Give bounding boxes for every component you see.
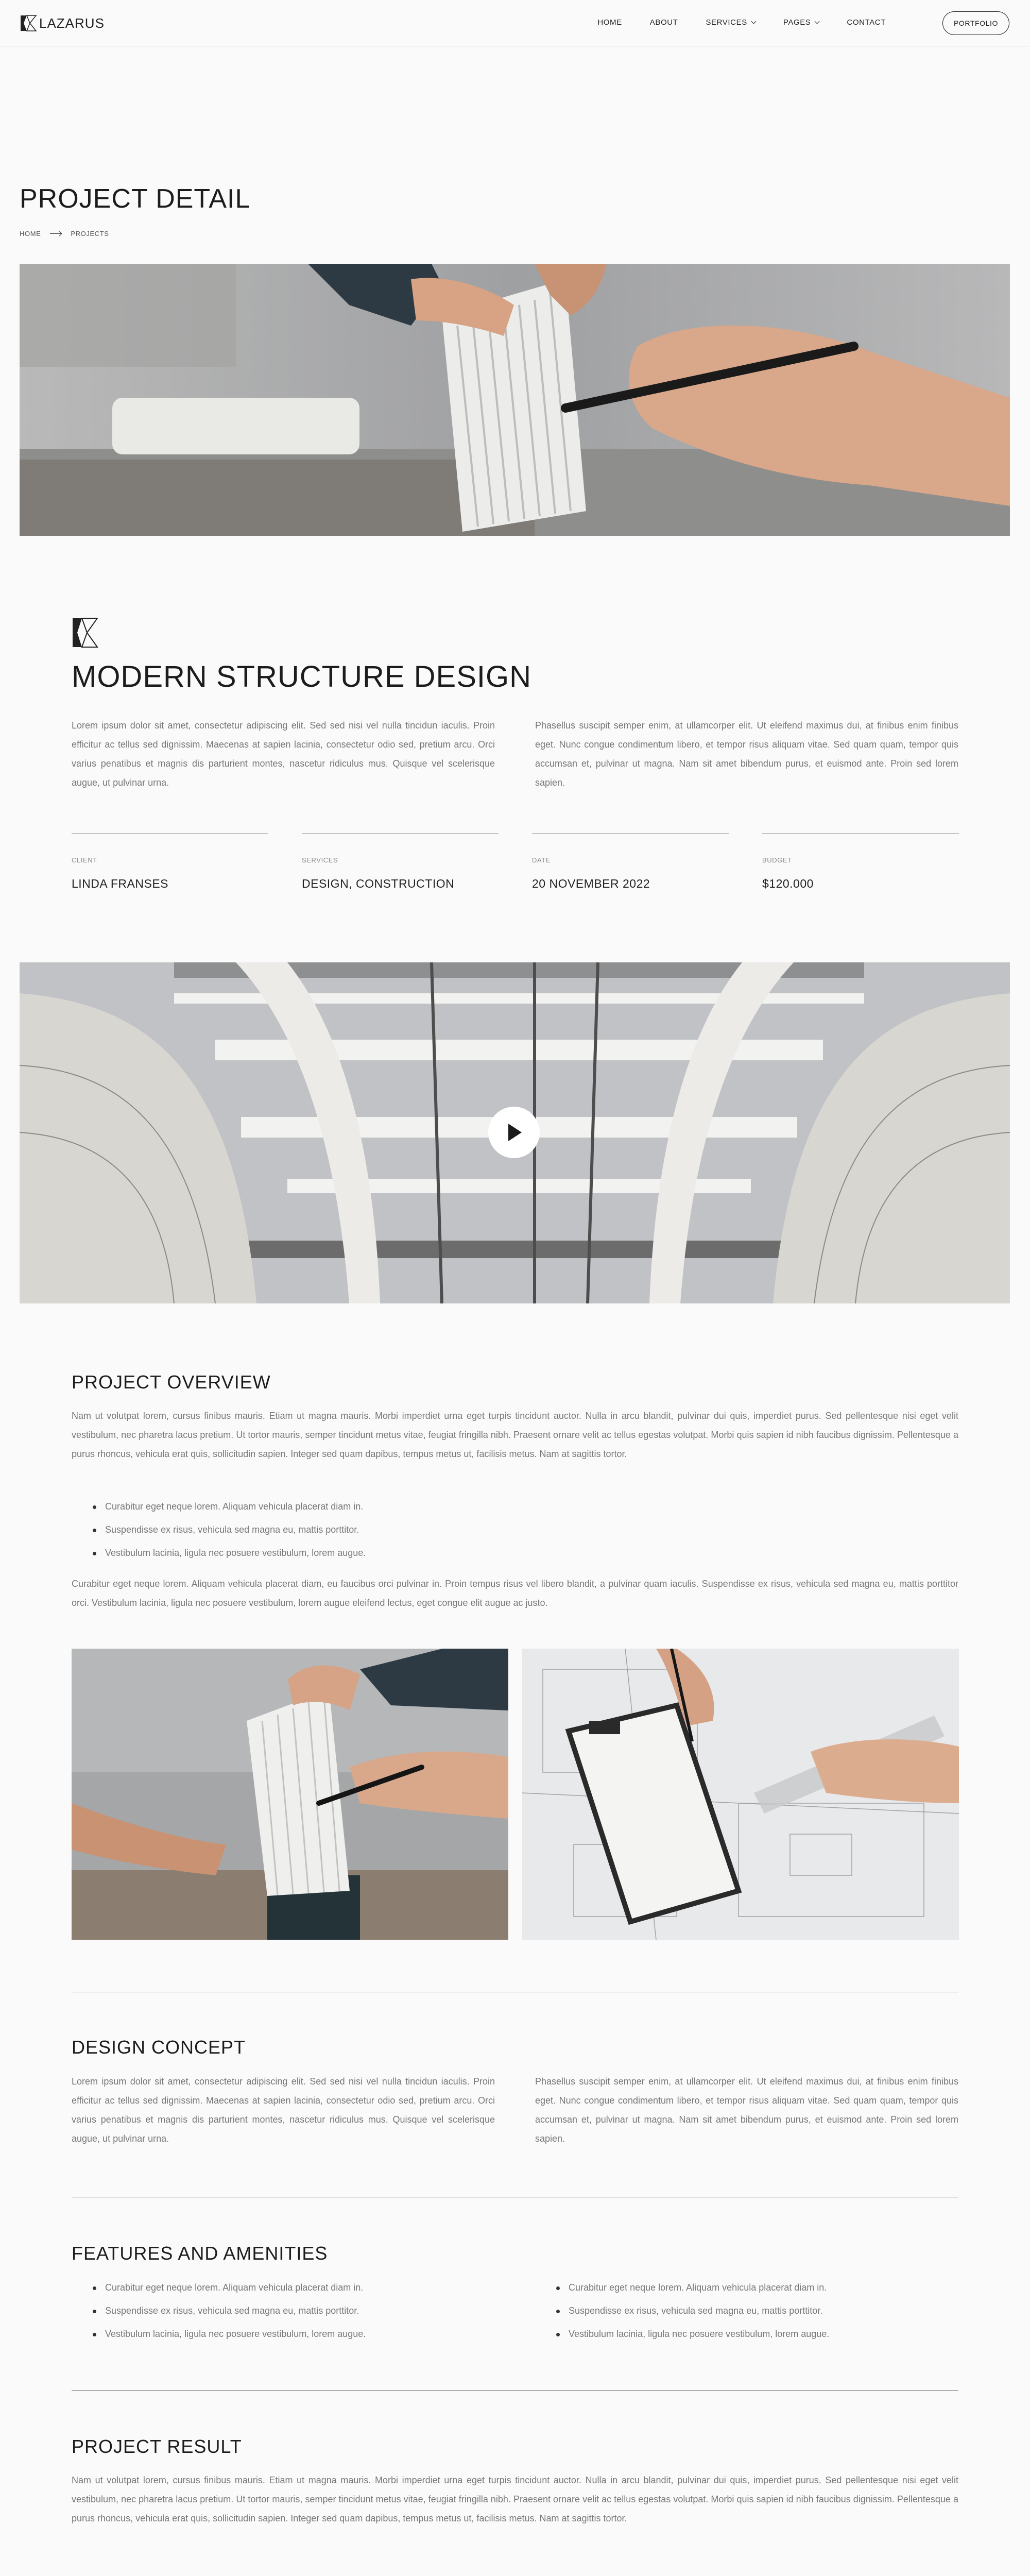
top-navbar: [0, 0, 1030, 46]
list-item: Suspendisse ex risus, vehicula sed magna eu, mattis porttitor.: [89, 1524, 758, 1548]
concept-right-text: Phasellus suscipit semper enim, at ullamcorper elit. Ut eleifend maximus dui, at finibus enim finibus eget. Nunc congue condimentum libero, et tempor risus aliquam vitae. Sed quam quam, tempor quis accumsan et, pulvinar ut magna. Nam sit amet bibendum purus, et euismod ante. Proin sed lorem sapien.: [535, 2076, 958, 2144]
nav-contact[interactable]: CONTACT: [847, 18, 886, 27]
features-title: FEATURES AND AMENITIES: [72, 2243, 328, 2264]
concept-title: DESIGN CONCEPT: [72, 2037, 246, 2058]
overview-bullet-list: [89, 1501, 758, 1571]
nav-pages-label: PAGES: [783, 18, 811, 27]
meta-label-date: DATE: [532, 856, 551, 864]
intro-right-text: Phasellus suscipit semper enim, at ullamcorper elit. Ut eleifend maximus dui, at finibus enim finibus eget. Nunc congue condimentum libero, et tempor risus aliquam vitae. Sed quam quam, tempor quis accumsan et, pulvinar ut magna. Nam sit amet bibendum purus, et euismod ante. Proin sed lorem sapien.: [535, 720, 958, 788]
chevron-down-icon: [815, 19, 820, 24]
play-icon: [505, 1123, 523, 1142]
meta-label-services: SERVICES: [302, 856, 338, 864]
model-photo-art: [72, 1649, 508, 1940]
list-item: Curabitur eget neque lorem. Aliquam vehicula placerat diam in.: [89, 2282, 501, 2306]
brand-name: LAZARUS: [39, 15, 105, 31]
meta-label-client: CLIENT: [72, 856, 97, 864]
portfolio-button[interactable]: PORTFOLIO: [942, 11, 1009, 35]
arrow-right-icon: [50, 233, 61, 234]
breadcrumb-current: PROJECTS: [71, 230, 109, 238]
nav-pages[interactable]: [783, 18, 819, 27]
logo-mark-icon: [20, 14, 37, 32]
blueprint-photo-art: [522, 1649, 959, 1940]
features-list-right: [552, 2282, 964, 2352]
list-item: Suspendisse ex risus, vehicula sed magna eu, mattis porttitor.: [89, 2306, 501, 2329]
intro-title: MODERN STRUCTURE DESIGN: [72, 660, 532, 693]
project-video[interactable]: [20, 962, 1010, 1303]
meta-value-client: LINDA FRANSES: [72, 877, 168, 890]
overview-text-2: Curabitur eget neque lorem. Aliquam vehicula placerat diam, eu faucibus orci pulvinar in. Proin tempus risus vel libero blandit, a pulvinar quam iaculis. Suspendisse ex risus, vehicula sed magna eu, mattis porttitor orci. Vestibulum lacinia, ligula nec posuere vestibulum, lorem augue eleifend lectus, eget congue elit augue ac justo.: [72, 1579, 958, 1608]
meta-value-date: 20 NOVEMBER 2022: [532, 877, 650, 890]
list-item: Vestibulum lacinia, ligula nec posuere vestibulum, lorem augue.: [89, 2329, 501, 2352]
play-button[interactable]: [488, 1107, 540, 1158]
chevron-down-icon: [751, 19, 756, 24]
nav-services[interactable]: [706, 18, 755, 27]
list-item: Curabitur eget neque lorem. Aliquam vehicula placerat diam in.: [89, 1501, 758, 1524]
list-item: Vestibulum lacinia, ligula nec posuere vestibulum, lorem augue.: [552, 2329, 964, 2352]
concept-left-text: Lorem ipsum dolor sit amet, consectetur adipiscing elit. Sed sed nisi vel nulla tincidun iaculis. Proin efficitur ac tellus sed dignissim. Maecenas at sapien lacinia, consectetur odio sed, pretium arcu. Orci varius penatibus et magnis dis parturient montes, nascetur ridiculus mus. Quisque vel scelerisque augue, ut pulvinar urna.: [72, 2076, 495, 2144]
list-item: Vestibulum lacinia, ligula nec posuere vestibulum, lorem augue.: [89, 1548, 758, 1571]
features-list-left: [89, 2282, 501, 2352]
hero-image: [20, 264, 1010, 536]
hero-image-art: [20, 264, 1010, 536]
list-item: Curabitur eget neque lorem. Aliquam vehicula placerat diam in.: [552, 2282, 964, 2306]
meta-label-budget: BUDGET: [762, 856, 792, 864]
overview-title: PROJECT OVERVIEW: [72, 1371, 271, 1393]
breadcrumb: [20, 230, 109, 238]
model-photo: [72, 1649, 508, 1940]
list-item: Suspendisse ex risus, vehicula sed magna eu, mattis porttitor.: [552, 2306, 964, 2329]
nav-home[interactable]: HOME: [597, 18, 622, 27]
brand-logo[interactable]: [20, 14, 105, 32]
main-menu: [570, 18, 886, 27]
result-title: PROJECT RESULT: [72, 2436, 242, 2457]
page-title: PROJECT DETAIL: [20, 184, 251, 214]
meta-value-services: DESIGN, CONSTRUCTION: [302, 877, 455, 890]
nav-services-label: SERVICES: [706, 18, 747, 27]
result-text: Nam ut volutpat lorem, cursus finibus mauris. Etiam ut magna mauris. Morbi imperdiet urna eget turpis tincidunt auctor. Nulla in arcu blandit, pulvinar dui quis, imperdiet purus. Sed pellentesque nisi eget velit vestibulum, nec pharetra lacus pretium. Ut tortor mauris, semper tincidunt metus vitae, feugiat fringilla nibh. Praesent ornare velit ac tellus egestas volutpat. Morbi quis sapien id nibh faucibus dignissim. Pellentesque a purus rhoncus, vehicula erat quis, sollicitudin sapien. Integer sed quam dapibus, tempus metus ut, facilisis metus. Nam at sagittis tortor.: [72, 2475, 958, 2523]
section-logo-icon: [72, 617, 98, 648]
nav-about[interactable]: ABOUT: [649, 18, 678, 27]
breadcrumb-home[interactable]: HOME: [20, 230, 41, 238]
intro-left-text: Lorem ipsum dolor sit amet, consectetur adipiscing elit. Sed sed nisi vel nulla tincidun iaculis. Proin efficitur ac tellus sed dignissim. Maecenas at sapien lacinia, consectetur odio sed, pretium arcu. Orci varius penatibus et magnis dis parturient montes, nascetur ridiculus mus. Quisque vel scelerisque augue, ut pulvinar urna.: [72, 720, 495, 788]
blueprint-photo: [522, 1649, 959, 1940]
overview-text: Nam ut volutpat lorem, cursus finibus mauris. Etiam ut magna mauris. Morbi imperdiet urna eget turpis tincidunt auctor. Nulla in arcu blandit, pulvinar dui quis, imperdiet purus. Sed pellentesque nisi eget velit vestibulum, nec pharetra lacus pretium. Ut tortor mauris, semper tincidunt metus vitae, feugiat fringilla nibh. Praesent ornare velit ac tellus egestas volutpat. Morbi quis sapien id nibh faucibus dignissim. Pellentesque a purus rhoncus, vehicula erat quis, sollicitudin sapien. Integer sed quam dapibus, tempus metus ut, facilisis metus. Nam at sagittis tortor.: [72, 1411, 958, 1459]
meta-value-budget: $120.000: [762, 877, 814, 890]
